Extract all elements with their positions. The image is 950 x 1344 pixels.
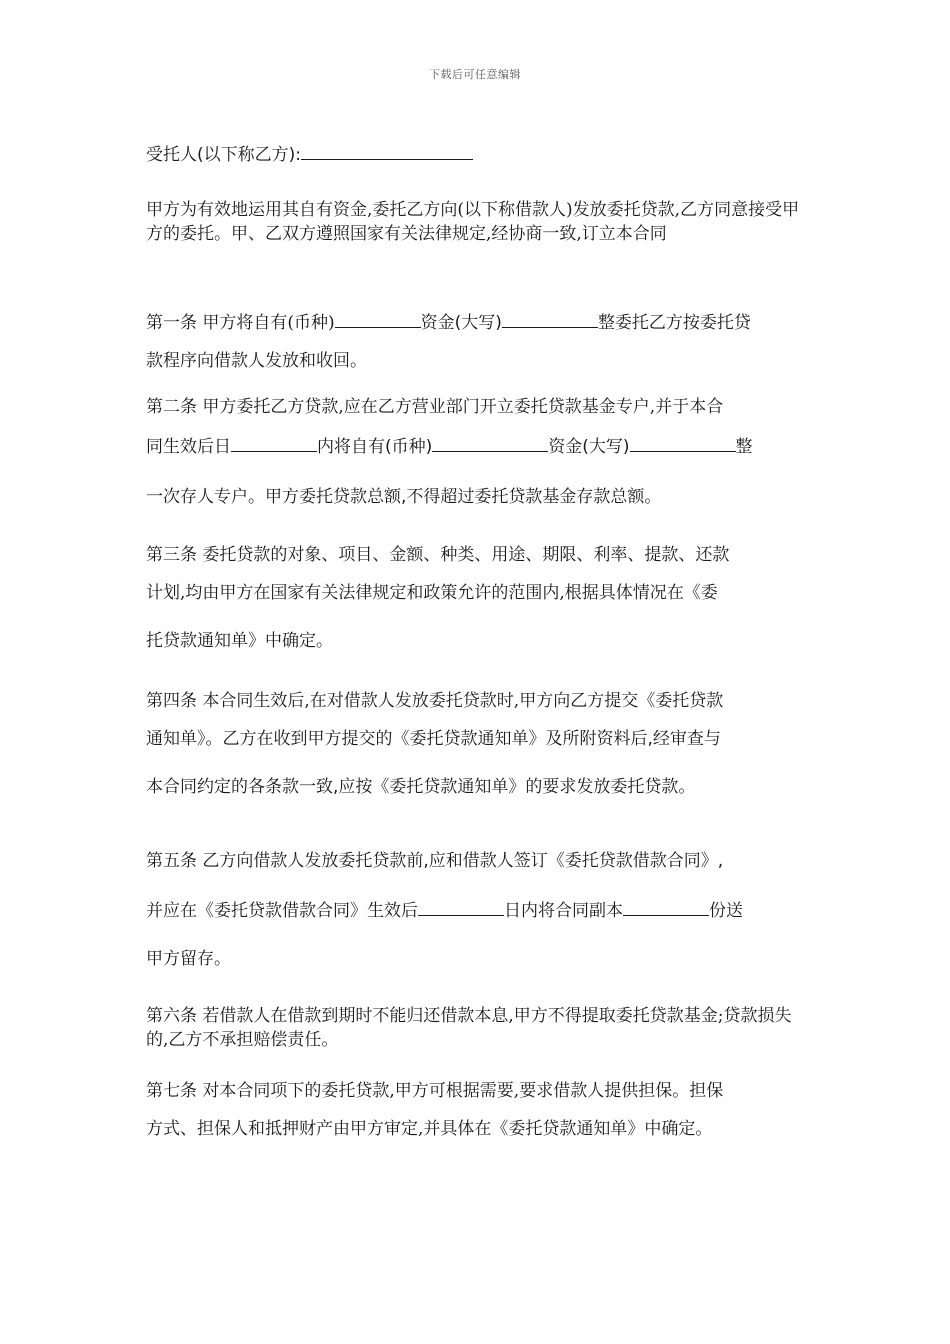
article-1-text-b: 资金(大写) — [420, 313, 502, 333]
article-2-text-d: 资金(大写) — [548, 437, 630, 457]
article-5-line-3 — [146, 944, 816, 969]
article-5-text-f: 甲 — [146, 949, 163, 969]
article-3-text-a: 计划,均由甲方在国家有关法律规定和政策允许的范围内,根据具体情况 — [146, 583, 667, 603]
intro-paragraph: 甲方为有效地运用其自有资金,委托乙方向(以下称借款人)发放委托贷款,乙方同意接受甲方的委托。甲、乙双方遵照国家有关法律规定,经协商一致,订立本合同 — [146, 200, 800, 244]
article-1-line-1 — [146, 308, 816, 333]
article-4-text-d: 发放委托贷款。 — [576, 777, 696, 797]
trustee-label: 受托人(以下称乙方): — [146, 145, 301, 165]
article-2-text-a: 同生效后 — [146, 437, 214, 457]
article-2-line-1: 第二条 甲方委托乙方贷款,应在乙方营业部门开立委托贷款基金专户,并于本合 — [146, 397, 724, 417]
article-4-line-1: 第四条 本合同生效后,在对借款人发放委托贷款时,甲方向乙方提交《委托贷款 — [146, 691, 724, 711]
article-5-text-e: 份送 — [709, 901, 743, 921]
trustee-blank — [301, 143, 473, 160]
article-1-amount-blank — [502, 311, 598, 328]
article-2-currency-blank — [432, 435, 548, 452]
article-7-line-1: 第七条 对本合同项下的委托贷款,甲方可根据需要,要求借款人提供担保。担保 — [146, 1081, 724, 1101]
article-3-line-1: 第三条 委托贷款的对象、项目、金额、种类、用途、期限、利率、提款、还款 — [146, 545, 730, 565]
article-2-line-3: 一次存人专户。甲方委托贷款总额,不得超过委托贷款基金存款总额。 — [146, 487, 662, 507]
article-3-text-d: 确定。 — [282, 631, 333, 651]
article-5-line-1 — [146, 846, 816, 871]
article-7-text-c: 确定。 — [661, 1119, 713, 1139]
article-5-text-d: 日内将合同副本 — [504, 901, 623, 921]
article-3-text-c: 托贷款通知单》中 — [146, 631, 282, 651]
article-2-line-2 — [146, 432, 816, 457]
article-6-paragraph: 第六条 若借款人在借款到期时不能归还借款本息,甲方不得提取委托贷款基金;贷款损失的,乙方不承担赔偿责任。 — [146, 1006, 792, 1050]
article-1-text-a: 第一条 甲方将自有(币种) — [146, 313, 335, 333]
article-7-text-b: 在《委托贷款通知单》中 — [474, 1119, 662, 1139]
article-7-text-a: 方式、担保人和抵押财产由甲方审定,并具体 — [146, 1119, 475, 1139]
page-header-note: 下载后可任意编辑 — [429, 68, 521, 81]
article-2-days-blank — [231, 435, 317, 452]
article-5-copies-blank — [623, 899, 709, 916]
article-4-line-3 — [146, 772, 816, 797]
article-7-line-2 — [146, 1114, 816, 1139]
trustee-line — [146, 140, 816, 165]
article-3-line-2 — [146, 578, 816, 603]
article-4-text-c: 本合同约定的各条款一致,应按《委托贷款通知单》的要求 — [146, 777, 577, 797]
article-5-text-b: 条 乙方向借款人发放委托贷款前,应和借款人签订《委托贷款借款合同》, — [180, 851, 724, 871]
article-4-line-2 — [146, 724, 816, 749]
article-2-text-e: 整 — [735, 437, 753, 457]
article-3-text-b: 在《委 — [666, 583, 718, 603]
article-5-days-blank — [418, 899, 504, 916]
article-4-text-b: 单》。乙方在收到甲方提交的《委托贷款通知单》及所附资料后,经审查与 — [180, 729, 721, 749]
article-5-text-g: 方留存。 — [163, 949, 231, 969]
article-4-text-a: 通知 — [146, 729, 180, 749]
article-1-text-c: 整委托乙方按委托贷 — [597, 313, 751, 333]
article-2-text-c: 内将自有(币种) — [317, 437, 433, 457]
article-1-line-2: 款程序向借款人发放和收回。 — [146, 351, 367, 371]
article-5-text-c: 并应在《委托贷款借款合同》生效后 — [146, 901, 418, 921]
article-5-line-2 — [146, 896, 816, 921]
article-1-currency-blank — [335, 311, 421, 328]
article-2-amount-blank — [630, 435, 736, 452]
article-3-line-3 — [146, 626, 816, 651]
article-5-text-a: 第五 — [146, 851, 180, 871]
article-2-text-b: 日 — [214, 437, 231, 457]
